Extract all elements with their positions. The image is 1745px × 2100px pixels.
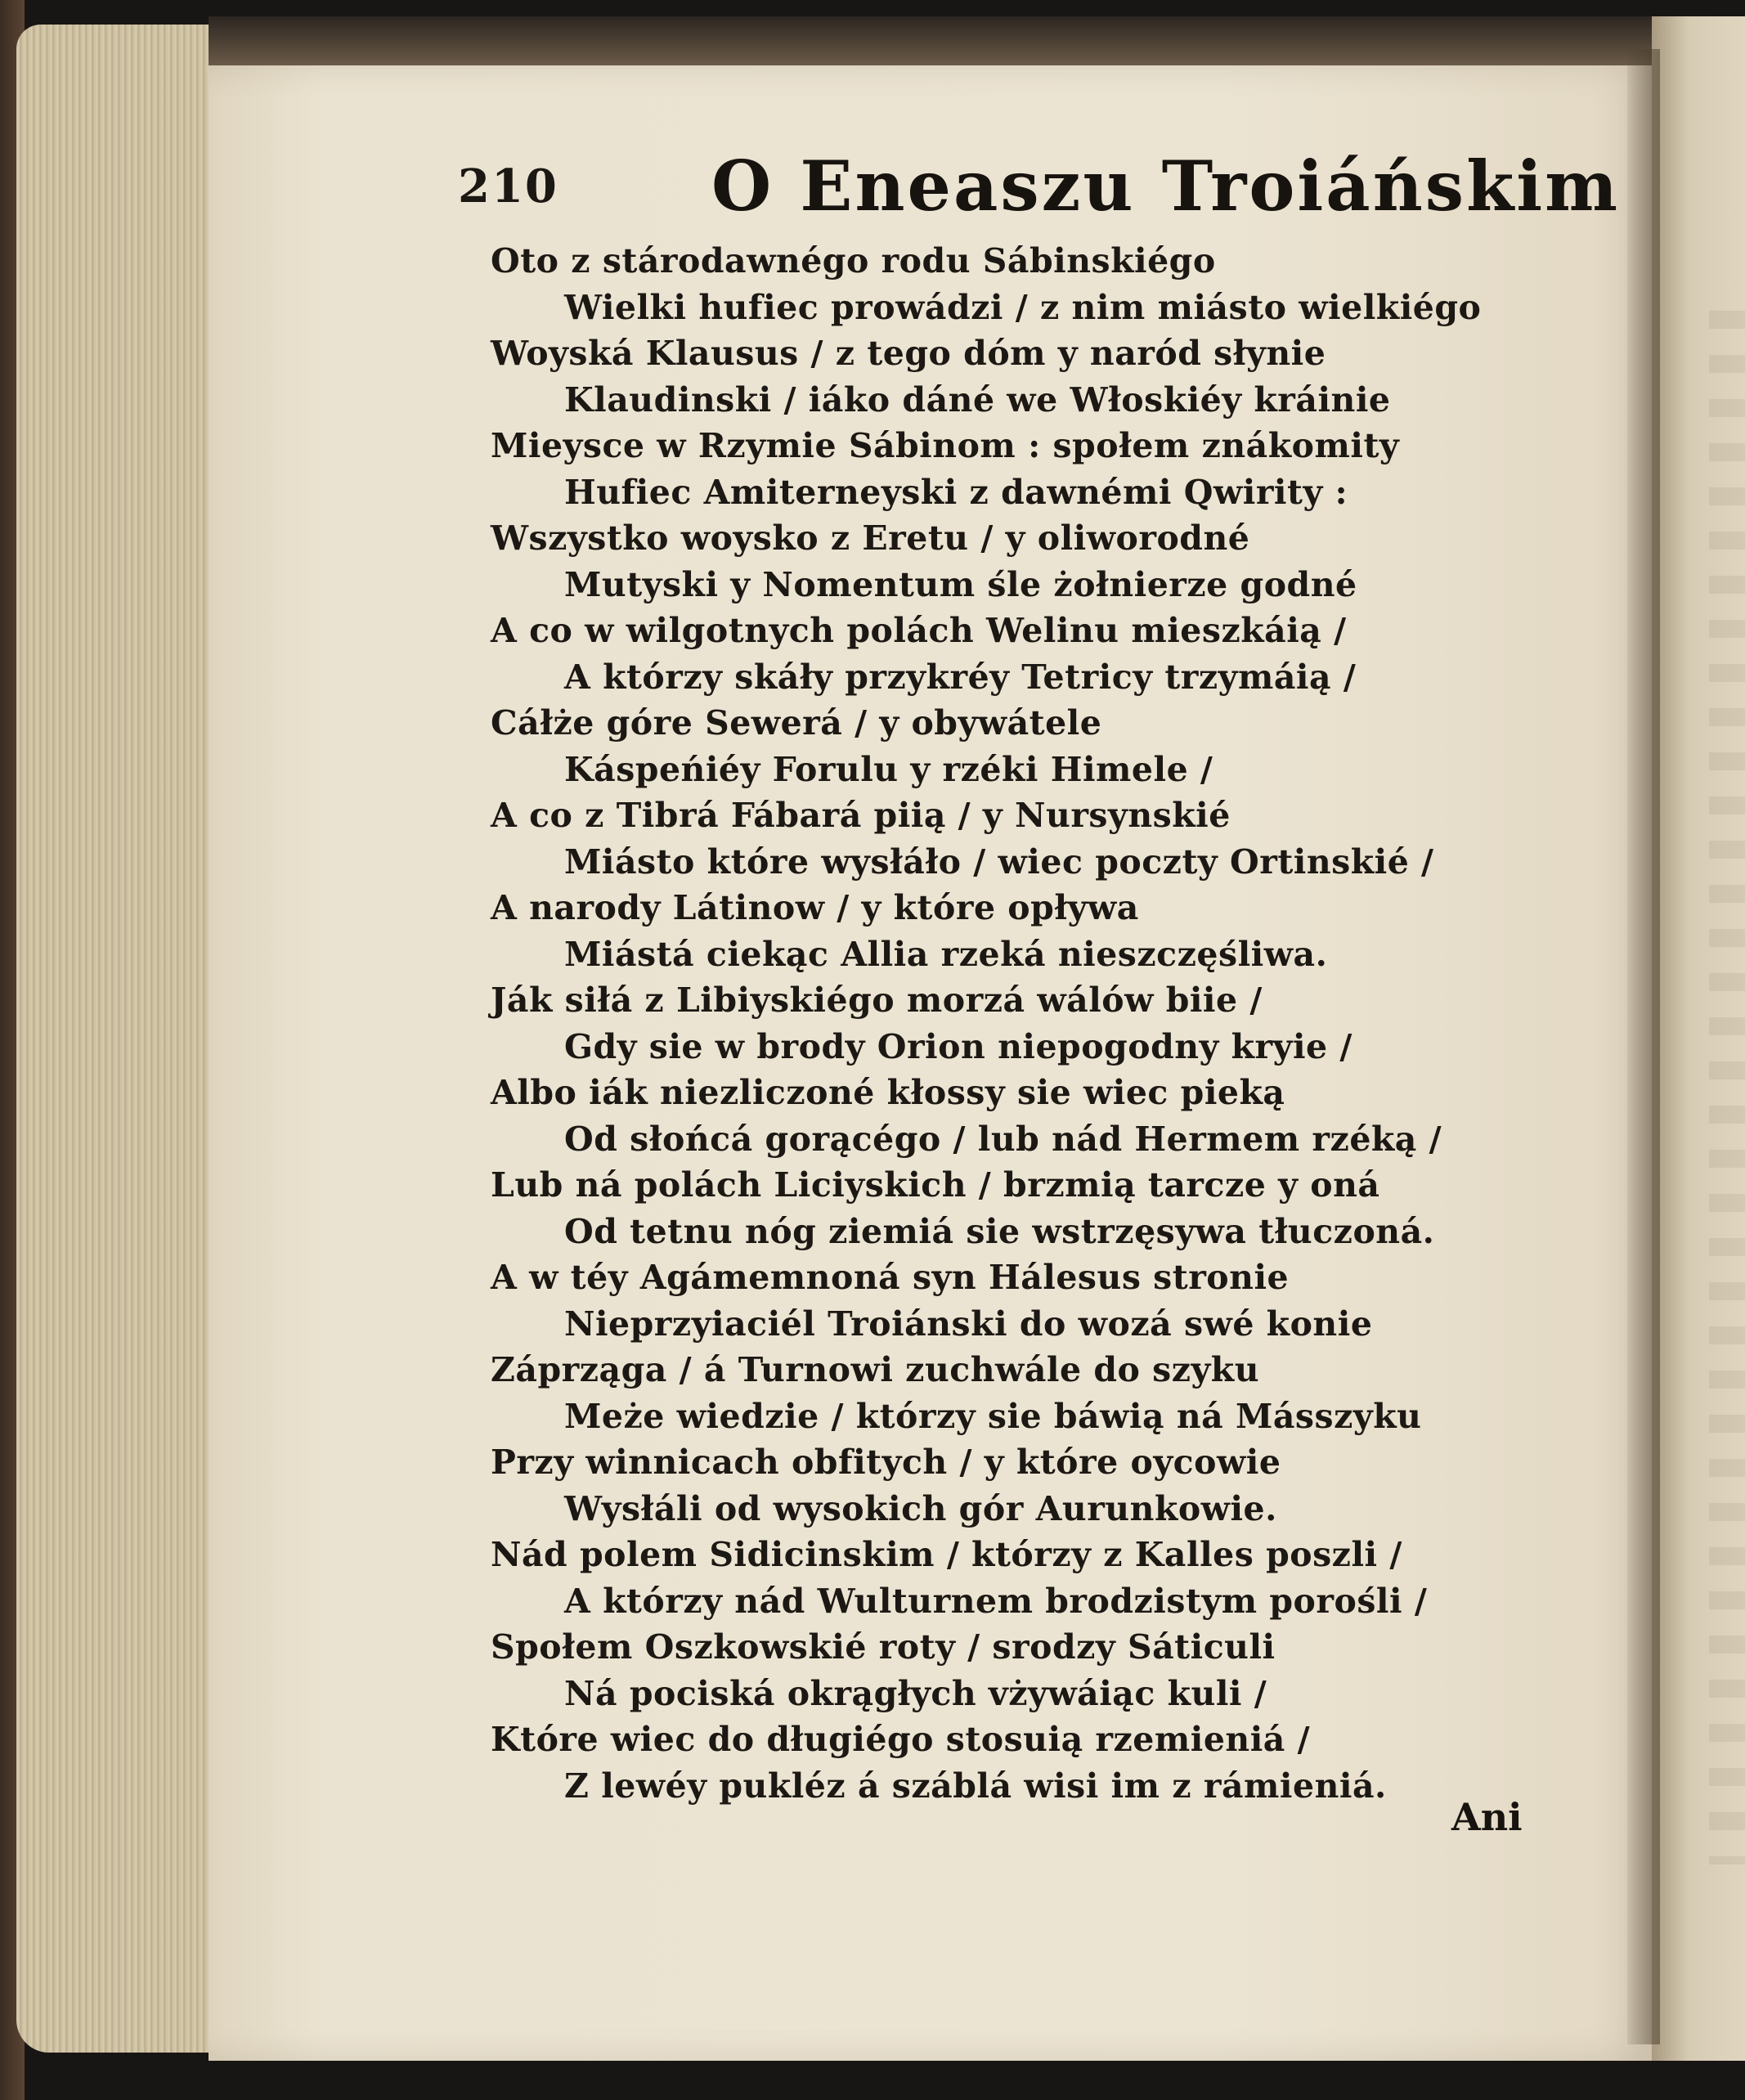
verse-line: Meże wiedzie / którzy sie báwią ná Másszyku — [564, 1397, 1422, 1436]
verse-line: Przy winnicach obfitych / y które oycowie — [491, 1443, 1281, 1482]
verse-line: Záprząga / á Turnowi zuchwále do szyku — [491, 1350, 1260, 1389]
page-edges — [16, 25, 221, 2053]
verse-line: Hufiec Amiterneyski z dawnémi Qwirity : — [564, 473, 1348, 512]
verse-line: A w téy Agámemnoná syn Hálesus stronie — [491, 1258, 1290, 1297]
verse-line: A narody Látinow / y które opływa — [491, 888, 1139, 927]
verse-line: Lub ná polách Liciyskich / brzmią tarcze y oná — [491, 1165, 1380, 1205]
verse-line: Mieysce w Rzymie Sábinom : społem znákomity — [491, 426, 1400, 465]
verse-line: Nád polem Sidicinskim / którzy z Kalles poszli / — [491, 1535, 1402, 1574]
top-margin-shadow — [209, 16, 1652, 65]
verse-line: Od słońcá gorącégo / lub nád Hermem rzéką / — [564, 1120, 1442, 1159]
catchword: Ani — [1451, 1795, 1523, 1839]
verse-line: Gdy sie w brody Orion niepogodny kryie / — [564, 1027, 1352, 1066]
verse-line: Cáłże góre Sewerá / y obywátele — [491, 703, 1102, 743]
verse-line: Oto z stárodawnégo rodu Sábinskiégo — [491, 241, 1216, 280]
verse-line: Społem Oszkowskié roty / srodzy Sáticuli — [491, 1627, 1276, 1667]
verse-line: A co z Tibrá Fábará piią / y Nursynskié — [491, 796, 1231, 835]
verse-line: Wysłáli od wysokich gór Aurunkowie. — [564, 1489, 1277, 1528]
gutter-shadow — [1627, 49, 1660, 2044]
verse-line: Wielki hufiec prowádzi / z nim miásto wielkiégo — [564, 288, 1482, 327]
verse-line: Ják siłá z Libiyskiégo morzá wálów biie / — [491, 980, 1263, 1020]
verse-line: Mutyski y Nomentum śle żołnierze godné — [564, 565, 1357, 604]
page-number: 210 — [458, 159, 558, 213]
verse-line: Wszystko woysko z Eretu / y oliworodné — [491, 518, 1250, 558]
verse-line: Od tetnu nóg ziemiá sie wstrzęsywa tłuczoná. — [564, 1212, 1435, 1251]
running-head: O Eneaszu Troiáńskim — [711, 146, 1621, 227]
show-through-text — [1709, 311, 1745, 1864]
verse-line: Káspeńiéy Forulu y rzéki Himele / — [564, 750, 1213, 789]
verse-line: Które wiec do długiégo stosuią rzemieniá / — [491, 1720, 1311, 1759]
verse-line: Albo iák niezliczoné kłossy sie wiec pieką — [491, 1073, 1285, 1112]
verse-line: A którzy skáły przykréy Tetricy trzymáią / — [564, 657, 1357, 697]
verse-line: Miásto które wysłáło / wiec poczty Ortinskié / — [564, 842, 1434, 882]
verse-line: Ná pociská okrągłych vżywáiąc kuli / — [564, 1674, 1267, 1713]
verse-line: A którzy nád Wulturnem brodzistym porośli / — [564, 1582, 1428, 1621]
verse-line: Woyská Klausus / z tego dóm y naród słynie — [491, 334, 1326, 373]
verse-line: Klaudinski / iáko dáné we Włoskiéy kráinie — [564, 380, 1391, 420]
verse-line: Nieprzyiaciél Troiánski do wozá swé konie — [564, 1304, 1373, 1344]
verse-line: A co w wilgotnych polách Welinu mieszkáią / — [491, 611, 1347, 650]
verse-line: Z lewéy pukléz á száblá wisi im z rámieniá. — [564, 1766, 1387, 1806]
verse-line: Miástá ciekąc Allia rzeká nieszczęśliwa. — [564, 935, 1328, 974]
